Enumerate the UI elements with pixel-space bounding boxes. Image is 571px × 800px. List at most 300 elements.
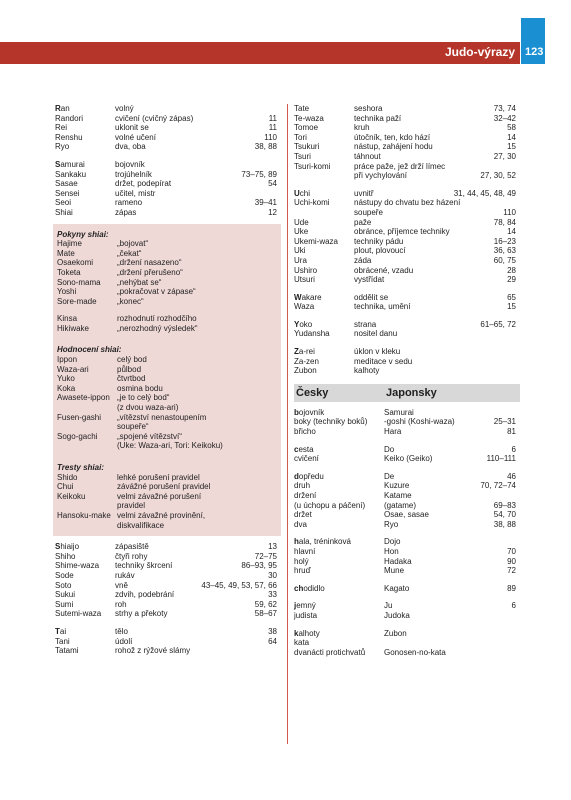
- entry-definition: (gatame): [384, 500, 417, 510]
- entry-definition: „vítězství nenastoupením: [117, 412, 207, 422]
- entry-definition: cvičení (cvičný zápas): [115, 113, 194, 123]
- entry-pages: 70, 72–74: [480, 481, 516, 491]
- glossary-entry: [294, 501, 516, 511]
- box-entry: [57, 374, 275, 384]
- box-entry: [57, 258, 275, 268]
- entry-definition: zápasiště: [115, 542, 149, 552]
- box-entry: [57, 393, 275, 403]
- glossary-entry: [55, 133, 277, 143]
- entry-definition: bojovník: [115, 159, 145, 169]
- glossary-entry: [294, 256, 516, 266]
- glossary-entry: [55, 142, 277, 152]
- entry-pages: 33: [268, 590, 277, 600]
- glossary-entry: [55, 170, 277, 180]
- entry-definition: „je to celý bod“: [117, 393, 170, 403]
- entry-term: Shido: [57, 472, 78, 482]
- entry-pages: 39–41: [254, 198, 277, 208]
- entry-definition: při vychylování: [354, 171, 407, 181]
- glossary-entry: [55, 160, 277, 170]
- entry-term: Waza-ari: [57, 364, 89, 374]
- entry-definition: rohož z rýžové slámy: [115, 646, 191, 656]
- entry-term: dvanácti protichvatů: [294, 647, 366, 657]
- entry-definition: práce paže, jež drží límec: [354, 161, 446, 171]
- entry-term: hlavní: [294, 546, 316, 556]
- glossary-entry: [294, 302, 516, 312]
- box-entry: [57, 482, 275, 492]
- glossary-entry: [55, 114, 277, 124]
- entry-term: Osaekomi: [57, 258, 94, 268]
- entry-pages: 78, 84: [493, 217, 516, 227]
- entry-pages: 110–111: [486, 454, 516, 464]
- entry-term: Sensei: [55, 188, 80, 198]
- entry-term: Shiho: [55, 551, 76, 561]
- entry-definition: Gonosen-no-kata: [384, 647, 446, 657]
- glossary-entry: [294, 237, 516, 247]
- entry-definition: nástup, zahájení hodu: [354, 142, 433, 152]
- entry-definition: Ju: [384, 601, 393, 611]
- glossary-entry: [294, 218, 516, 228]
- entry-term: Utsuri: [294, 275, 315, 285]
- entry-term: Sogo-gachi: [57, 431, 98, 441]
- entry-term: Ushiro: [294, 265, 318, 275]
- entry-definition: velmi závažné porušení: [117, 491, 202, 501]
- entry-term: cvičení: [294, 454, 319, 464]
- glossary-entry: [294, 427, 516, 437]
- entry-pages: 90: [507, 556, 516, 566]
- entry-definition: učitel, mistr: [115, 188, 156, 198]
- entry-term: [294, 171, 354, 181]
- decisions-list: [57, 314, 275, 333]
- entry-term: jemný: [294, 601, 316, 611]
- entry-definition: Osae, sasae: [384, 510, 429, 520]
- glossary-entry: [294, 611, 516, 621]
- glossary-entry: [294, 114, 516, 124]
- entry-definition: úklon v kleku: [354, 347, 401, 357]
- glossary-entry: [294, 481, 516, 491]
- glossary-entry: [294, 520, 516, 530]
- entry-definition: zdvih, podebrání: [115, 590, 175, 600]
- box-entry: [57, 297, 275, 307]
- entry-pages: 6: [511, 444, 516, 454]
- glossary-entry: [294, 266, 516, 276]
- header-czech: Česky: [296, 386, 329, 399]
- entry-term: Tsukuri: [294, 142, 320, 152]
- glossary-entry: [294, 510, 516, 520]
- entry-term: Ukemi-waza: [294, 236, 339, 246]
- entry-definition: soupeře“: [117, 422, 149, 432]
- entry-definition: útočník, ten, kdo hází: [354, 132, 431, 142]
- entry-definition: kalhoty: [354, 366, 380, 376]
- entry-definition: Dojo: [384, 537, 401, 547]
- glossary-entry: [294, 454, 516, 464]
- entry-definition: technika paží: [354, 113, 402, 123]
- entry-definition: lehké porušení pravidel: [117, 472, 200, 482]
- entry-pages: 6: [511, 601, 516, 611]
- entry-pages: 60, 75: [493, 255, 516, 265]
- entry-term: Ryo: [55, 142, 70, 152]
- glossary-entry: [55, 208, 277, 218]
- entry-term: Rei: [55, 123, 68, 133]
- page-title: Judo-výrazy: [444, 45, 515, 59]
- entry-definition: obrácené, vzadu: [354, 265, 414, 275]
- header-bar: [0, 42, 520, 64]
- entry-term: Hansoku-make: [57, 510, 111, 520]
- entry-term: Sumi: [55, 599, 74, 609]
- entry-definition: „nehýbat se“: [117, 277, 162, 287]
- box-entry: [57, 365, 275, 375]
- czech-japanese-header: [294, 384, 520, 402]
- entry-term: hala, tréninková: [294, 537, 351, 547]
- page-number: 123: [525, 46, 544, 58]
- entry-pages: 11: [268, 113, 277, 123]
- entry-definition: volný: [115, 104, 134, 113]
- entry-pages: 28: [507, 265, 516, 275]
- glossary-entry: [294, 638, 516, 648]
- entry-term: Tori: [294, 132, 307, 142]
- glossary-entry: [294, 491, 516, 501]
- entry-term: holý: [294, 556, 309, 566]
- entry-pages: 36, 63: [493, 246, 516, 256]
- entry-term: břicho: [294, 427, 316, 437]
- entry-term: judista: [294, 610, 318, 620]
- entry-term: Kinsa: [57, 314, 78, 324]
- commands-list: [57, 239, 275, 306]
- entry-term: Samurai: [55, 159, 85, 169]
- glossary-entry: [294, 152, 516, 162]
- entry-term: [57, 422, 117, 432]
- entry-term: Awasete-ippon: [57, 393, 110, 403]
- entry-definition: (Uke: Waza-ari, Tori: Keikoku): [117, 441, 223, 451]
- column-divider: [287, 104, 288, 744]
- box-title-penalties: Tresty shiai:: [57, 463, 104, 472]
- right-column: [294, 104, 516, 657]
- entry-definition: roh: [115, 599, 127, 609]
- entry-definition: dva, oba: [115, 142, 146, 152]
- entry-definition: velmi závažné provinění,: [117, 510, 206, 520]
- glossary-entry: [294, 445, 516, 455]
- entry-pages: 70: [507, 546, 516, 556]
- glossary-entry: [294, 629, 516, 639]
- entry-term: Wakare: [294, 292, 322, 302]
- entry-term: Toketa: [57, 267, 81, 277]
- glossary-entry: [294, 537, 516, 547]
- box-entry: [57, 492, 275, 502]
- glossary-entry: [55, 637, 277, 647]
- entry-pages: 110: [503, 207, 516, 217]
- entry-definition: rozhodnutí rozhodčího: [117, 314, 197, 324]
- entry-pages: 72: [507, 566, 516, 576]
- entry-definition: Keiko (Geiko): [384, 454, 433, 464]
- entry-pages: 27, 30: [493, 151, 516, 161]
- glossary-entry: [294, 227, 516, 237]
- entry-definition: osmina bodu: [117, 383, 163, 393]
- entry-pages: 13: [268, 542, 277, 552]
- entry-definition: trojúhelník: [115, 169, 152, 179]
- glossary-entry: [294, 320, 516, 330]
- entry-definition: vně: [115, 580, 128, 590]
- entry-pages: 61–65, 72: [480, 319, 516, 329]
- entry-term: Tatami: [55, 646, 79, 656]
- glossary-list-s-t: [55, 542, 277, 656]
- glossary-entry: [55, 189, 277, 199]
- entry-term: Tsuri-komi: [294, 161, 331, 171]
- entry-definition: Ryo: [384, 519, 399, 529]
- entry-definition: techniky pádu: [354, 236, 404, 246]
- glossary-entry: [294, 417, 516, 427]
- entry-term: (u úchopu a páčení): [294, 500, 366, 510]
- penalties-list: [57, 473, 275, 531]
- entry-term: Uchi: [294, 188, 311, 198]
- entry-term: Waza: [294, 302, 315, 312]
- entry-definition: Zubon: [384, 628, 407, 638]
- entry-term: Randori: [55, 113, 84, 123]
- entry-definition: kruh: [354, 123, 370, 133]
- entry-definition: rameno: [115, 198, 143, 208]
- entry-term: Shiaijo: [55, 542, 80, 552]
- entry-definition: držet, podepírat: [115, 179, 172, 189]
- entry-pages: 54, 70: [493, 510, 516, 520]
- entry-pages: 38, 88: [254, 142, 277, 152]
- entry-definition: vystřídat: [354, 275, 385, 285]
- entry-definition: technika, umění: [354, 302, 411, 312]
- scoring-list: [57, 355, 275, 451]
- entry-definition: čtyři rohy: [115, 551, 148, 561]
- glossary-entry: [294, 293, 516, 303]
- entry-definition: „bojovat“: [117, 239, 149, 249]
- entry-term: Ippon: [57, 355, 78, 365]
- box-entry: [57, 501, 275, 511]
- entry-definition: rukáv: [115, 570, 135, 580]
- entry-term: Tomoe: [294, 123, 319, 133]
- entry-term: dva: [294, 519, 307, 529]
- entry-definition: diskvalifikace: [117, 520, 165, 530]
- box-title-commands: Pokyny shiai:: [57, 229, 109, 239]
- entry-definition: „čekat“: [117, 248, 142, 258]
- glossary-entry: [294, 189, 516, 199]
- entry-term: Hikiwake: [57, 323, 90, 333]
- entry-pages: 15: [507, 302, 516, 312]
- entry-definition: zápas: [115, 207, 137, 217]
- entry-term: držet: [294, 510, 312, 520]
- entry-term: držení: [294, 491, 317, 500]
- entry-pages: 58: [507, 123, 516, 133]
- glossary-entry: [55, 609, 277, 619]
- entry-term: Te-waza: [294, 113, 324, 123]
- entry-definition: „konec“: [117, 296, 144, 306]
- glossary-entry: [294, 357, 516, 367]
- glossary-entry: [55, 561, 277, 571]
- entry-pages: 29: [507, 275, 516, 285]
- glossary-entry: [55, 590, 277, 600]
- entry-pages: 25–31: [493, 417, 516, 427]
- entry-definition: soupeře: [354, 207, 383, 217]
- glossary-entry: [294, 566, 516, 576]
- entry-definition: „pokračovat v zápase“: [117, 287, 196, 297]
- entry-definition: volné učení: [115, 132, 156, 142]
- glossary-entry: [55, 198, 277, 208]
- entry-term: [57, 403, 117, 413]
- entry-term: Sode: [55, 570, 74, 580]
- entry-term: Za-rei: [294, 347, 315, 357]
- entry-definition: záda: [354, 255, 372, 265]
- entry-definition: pravidel: [117, 501, 146, 511]
- entry-term: Seoi: [55, 198, 72, 208]
- glossary-entry: [294, 584, 516, 594]
- glossary-entry: [294, 123, 516, 133]
- entry-definition: nástupy do chvatu bez házení: [354, 198, 461, 208]
- entry-term: Soto: [55, 580, 72, 590]
- entry-definition: „spojené vítězství“: [117, 431, 182, 441]
- entry-term: Ran: [55, 104, 70, 113]
- glossary-entry: [294, 472, 516, 482]
- entry-pages: 43–45, 49, 53, 57, 66: [201, 580, 277, 590]
- entry-definition: závážné porušení pravidel: [117, 482, 211, 492]
- entry-pages: 73–75, 89: [241, 169, 277, 179]
- entry-term: Sukui: [55, 590, 76, 600]
- entry-term: Fusen-gashi: [57, 412, 102, 422]
- entry-definition: Hara: [384, 427, 402, 437]
- box-entry: [57, 473, 275, 483]
- entry-term: bojovník: [294, 407, 325, 417]
- glossary-entry: [55, 600, 277, 610]
- entry-definition: Kagato: [384, 583, 410, 593]
- glossary-entry: [294, 275, 516, 285]
- entry-pages: 14: [507, 227, 516, 237]
- entry-pages: 65: [507, 292, 516, 302]
- entry-pages: 15: [507, 142, 516, 152]
- box-entry: [57, 239, 275, 249]
- box-entry: [57, 441, 275, 451]
- entry-term: [57, 521, 117, 531]
- entry-term: Ura: [294, 255, 307, 265]
- czech-japanese-list: [294, 408, 516, 657]
- entry-definition: půlbod: [117, 364, 142, 374]
- entry-term: Hajime: [57, 239, 82, 249]
- box-entry: [57, 511, 275, 521]
- entry-pages: 73, 74: [493, 104, 516, 113]
- glossary-entry: [55, 542, 277, 552]
- glossary-entry: [294, 648, 516, 658]
- entry-term: Tai: [55, 626, 67, 636]
- entry-definition: celý bod: [117, 355, 147, 365]
- glossary-entry: [55, 571, 277, 581]
- entry-term: Renshu: [55, 132, 83, 142]
- box-entry: [57, 287, 275, 297]
- entry-term: kalhoty: [294, 628, 320, 638]
- glossary-entry: [55, 627, 277, 637]
- entry-definition: strhy a překoty: [115, 609, 168, 619]
- entry-term: Sore-made: [57, 296, 97, 306]
- entry-pages: 38: [268, 626, 277, 636]
- entry-definition: uvnitř: [354, 188, 374, 198]
- entry-term: Sasae: [55, 179, 78, 189]
- glossary-entry: [55, 123, 277, 133]
- entry-definition: obránce, příjemce techniky: [354, 227, 450, 237]
- entry-pages: 58–67: [254, 609, 277, 619]
- entry-term: Ude: [294, 217, 309, 227]
- entry-definition: plout, plovoucí: [354, 246, 406, 256]
- box-entry: [57, 422, 275, 432]
- entry-term: Koka: [57, 383, 76, 393]
- entry-term: chodidlo: [294, 583, 325, 593]
- glossary-list-t-z: [294, 104, 516, 376]
- entry-definition: strana: [354, 319, 377, 329]
- entry-term: Tani: [55, 636, 70, 646]
- box-entry: [57, 268, 275, 278]
- entry-pages: 11: [268, 123, 277, 133]
- entry-term: Mate: [57, 248, 75, 258]
- entry-term: Sono-mama: [57, 277, 101, 287]
- glossary-entry: [294, 408, 516, 418]
- entry-term: Yoshi: [57, 287, 77, 297]
- entry-term: druh: [294, 481, 311, 491]
- glossary-entry: [294, 198, 516, 208]
- box-entry: [57, 278, 275, 288]
- glossary-entry: [55, 552, 277, 562]
- glossary-entry: [294, 329, 516, 339]
- entry-pages: 27, 30, 52: [480, 171, 516, 181]
- entry-term: Chui: [57, 482, 74, 492]
- box-entry: [57, 324, 275, 334]
- entry-definition: meditace v sedu: [354, 356, 413, 366]
- glossary-entry: [294, 557, 516, 567]
- header-japanese: Japonsky: [386, 386, 437, 399]
- entry-term: Yuko: [57, 374, 75, 384]
- entry-definition: Mune: [384, 566, 405, 576]
- entry-pages: 64: [268, 636, 277, 646]
- entry-term: Uchi-komi: [294, 198, 330, 208]
- left-column: [55, 104, 277, 656]
- entry-term: Shime-waza: [55, 561, 100, 571]
- entry-term: [57, 501, 117, 511]
- entry-definition: Do: [384, 444, 395, 454]
- entry-term: Tsuri: [294, 151, 311, 161]
- entry-term: dopředu: [294, 471, 324, 481]
- entry-pages: 30: [268, 570, 277, 580]
- entry-term: Keikoku: [57, 491, 86, 501]
- entry-term: Tate: [294, 104, 310, 113]
- glossary-entry: [55, 581, 277, 591]
- entry-term: Sankaku: [55, 169, 87, 179]
- entry-definition: Katame: [384, 491, 412, 500]
- box-entry: [57, 249, 275, 259]
- entry-definition: tělo: [115, 626, 128, 636]
- entry-definition: „nerozhodný výsledek“: [117, 323, 198, 333]
- entry-pages: 46: [507, 471, 516, 481]
- glossary-entry: [294, 547, 516, 557]
- entry-pages: 72–75: [254, 551, 277, 561]
- entry-term: Za-zen: [294, 356, 319, 366]
- entry-pages: 14: [507, 132, 516, 142]
- entry-definition: seshora: [354, 104, 383, 113]
- glossary-list-r-s: [55, 104, 277, 218]
- entry-definition: Judoka: [384, 610, 410, 620]
- glossary-entry: [294, 366, 516, 376]
- entry-definition: čtvrtbod: [117, 374, 146, 384]
- entry-definition: uklonit se: [115, 123, 149, 133]
- glossary-entry: [294, 104, 516, 114]
- box-title-scoring: Hodnocení shiai:: [57, 345, 122, 355]
- entry-pages: 81: [507, 427, 516, 437]
- glossary-entry: [294, 133, 516, 143]
- box-entry: [57, 403, 275, 413]
- box-entry: [57, 413, 275, 423]
- box-entry: [57, 355, 275, 365]
- entry-term: Uke: [294, 227, 309, 237]
- entry-pages: 110: [264, 132, 277, 142]
- entry-pages: 89: [507, 583, 516, 593]
- entry-term: Shiai: [55, 207, 73, 217]
